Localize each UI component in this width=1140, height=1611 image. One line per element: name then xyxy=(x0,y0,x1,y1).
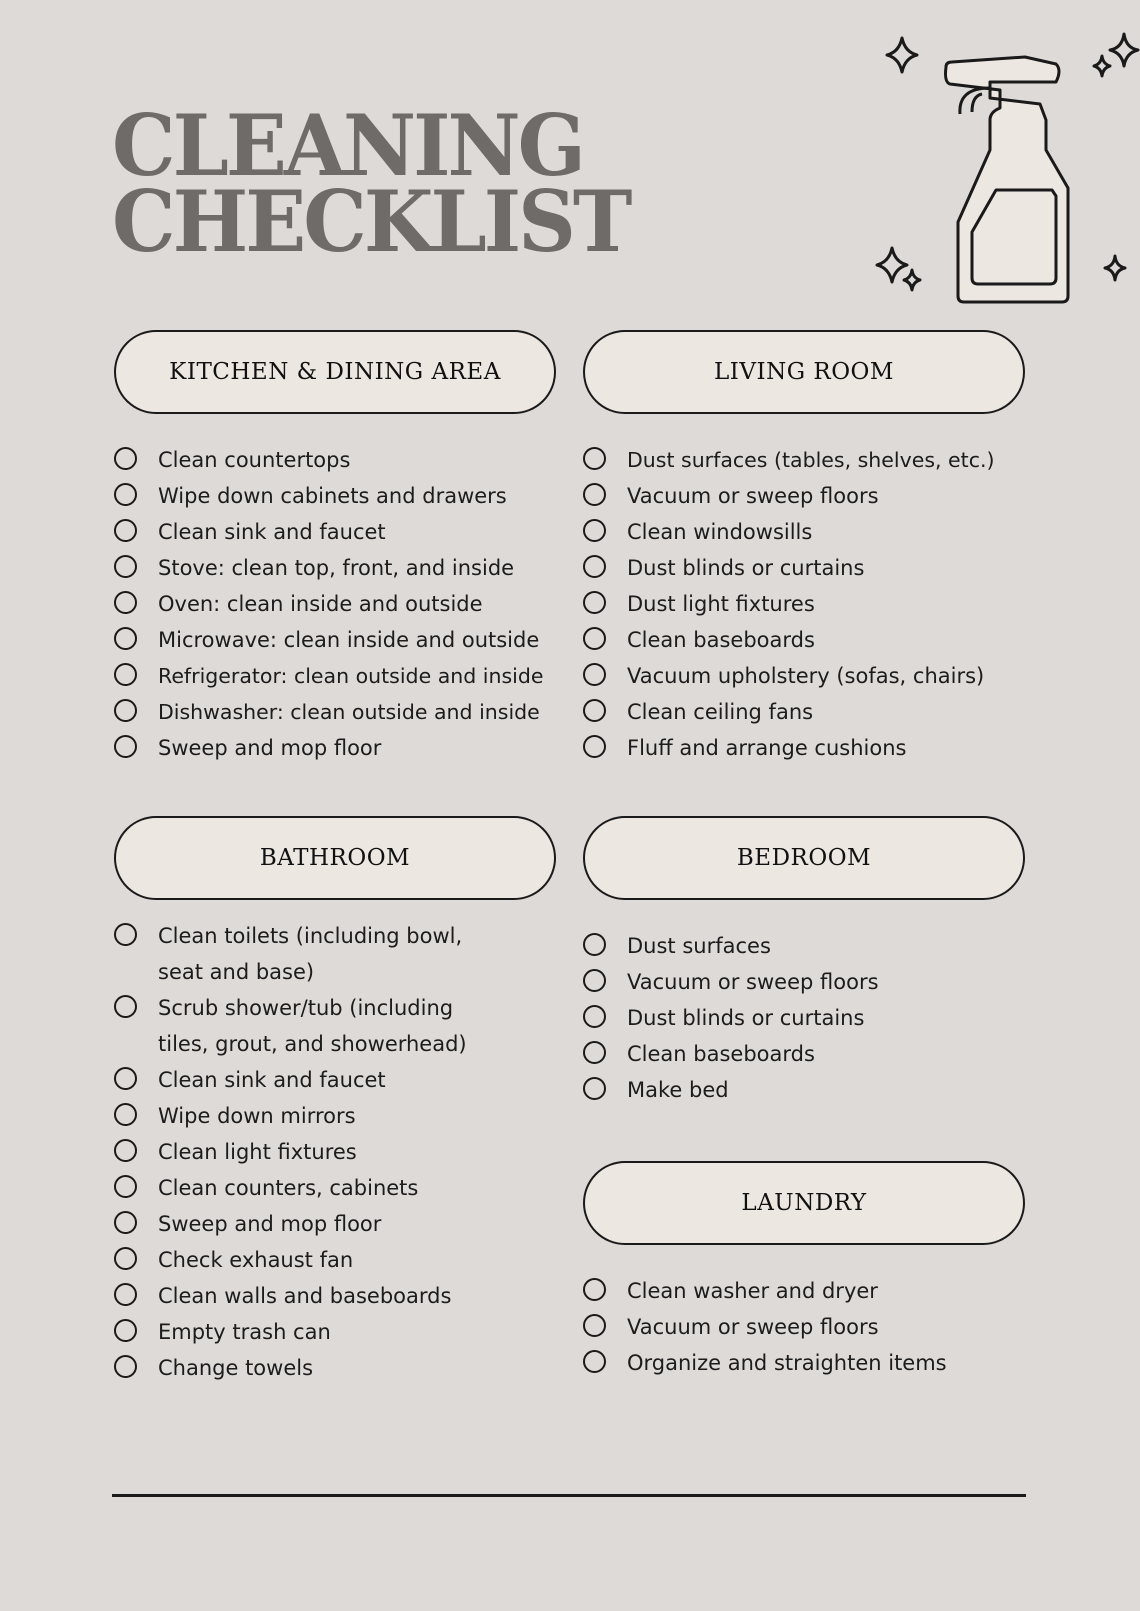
list-item[interactable]: Dust light fixtures xyxy=(583,586,1025,622)
page-title xyxy=(112,96,630,271)
list-item[interactable]: Clean walls and baseboards xyxy=(114,1278,556,1314)
list-item[interactable]: Clean sink and faucet xyxy=(114,1062,556,1098)
spray-bottle-icon xyxy=(946,57,1069,302)
list-item[interactable]: Empty trash can xyxy=(114,1314,556,1350)
checkbox-circle[interactable] xyxy=(583,519,606,542)
title-line-2: CHECKLIST xyxy=(112,172,630,271)
list-item[interactable]: Clean toilets (including bowl, seat and base) xyxy=(114,918,498,990)
list-item[interactable]: Dust surfaces xyxy=(583,928,1025,964)
list-item[interactable]: Clean sink and faucet xyxy=(114,514,556,550)
list-item[interactable]: Dishwasher: clean outside and inside xyxy=(114,694,556,730)
checkbox-circle[interactable] xyxy=(583,447,606,470)
sparkle-icon xyxy=(877,248,907,282)
checkbox-circle[interactable] xyxy=(583,699,606,722)
list-item[interactable]: Vacuum or sweep floors xyxy=(583,478,1025,514)
list-item[interactable]: Clean baseboards xyxy=(583,622,1025,658)
list-item[interactable]: Clean windowsills xyxy=(583,514,1025,550)
checkbox-circle[interactable] xyxy=(583,1278,606,1301)
checkbox-circle[interactable] xyxy=(114,735,137,758)
checkbox-circle[interactable] xyxy=(583,663,606,686)
checkbox-circle[interactable] xyxy=(114,1283,137,1306)
list-item[interactable]: Microwave: clean inside and outside xyxy=(114,622,556,658)
list-item[interactable]: Clean counters, cabinets xyxy=(114,1170,556,1206)
list-item[interactable]: Clean washer and dryer xyxy=(583,1273,1025,1309)
checkbox-circle[interactable] xyxy=(583,933,606,956)
checkbox-circle[interactable] xyxy=(114,699,137,722)
list-item[interactable]: Oven: clean inside and outside xyxy=(114,586,556,622)
list-item[interactable]: Wipe down cabinets and drawers xyxy=(114,478,556,514)
title-line-1: CLEANING xyxy=(112,96,583,196)
section-living-room xyxy=(583,330,1025,766)
spray-bottle-illustration xyxy=(870,30,1140,310)
checkbox-circle[interactable] xyxy=(114,1103,137,1126)
checklist xyxy=(583,1273,1025,1381)
checkbox-circle[interactable] xyxy=(583,1041,606,1064)
list-item[interactable]: Check exhaust fan xyxy=(114,1242,556,1278)
checklist xyxy=(583,928,1025,1108)
checkbox-circle[interactable] xyxy=(114,519,137,542)
section-heading: BATHROOM xyxy=(114,816,556,900)
checkbox-circle[interactable] xyxy=(583,591,606,614)
section-kitchen xyxy=(114,330,556,766)
list-item[interactable]: Dust blinds or curtains xyxy=(583,1000,1025,1036)
list-item[interactable]: Vacuum or sweep floors xyxy=(583,964,1025,1000)
section-heading: BEDROOM xyxy=(583,816,1025,900)
sparkle-icon xyxy=(904,270,920,290)
list-item[interactable]: Make bed xyxy=(583,1072,1025,1108)
section-bedroom xyxy=(583,816,1025,1108)
checkbox-circle[interactable] xyxy=(114,591,137,614)
checkbox-circle[interactable] xyxy=(114,663,137,686)
checkbox-circle[interactable] xyxy=(583,555,606,578)
sparkle-icon xyxy=(1105,256,1125,280)
sparkle-icon xyxy=(1110,34,1138,66)
list-item[interactable]: Sweep and mop floor xyxy=(114,1206,556,1242)
checkbox-circle[interactable] xyxy=(583,1005,606,1028)
checkbox-circle[interactable] xyxy=(114,995,137,1018)
section-heading: LIVING ROOM xyxy=(583,330,1025,414)
list-item[interactable]: Clean ceiling fans xyxy=(583,694,1025,730)
section-heading: KITCHEN & DINING AREA xyxy=(114,330,556,414)
checklist xyxy=(114,442,556,766)
sparkle-icon xyxy=(1094,56,1110,76)
checkbox-circle[interactable] xyxy=(583,1314,606,1337)
checkbox-circle[interactable] xyxy=(114,1211,137,1234)
checkbox-circle[interactable] xyxy=(114,1319,137,1342)
checklist xyxy=(114,918,556,1386)
list-item[interactable]: Vacuum or sweep floors xyxy=(583,1309,1025,1345)
list-item[interactable]: Stove: clean top, front, and inside xyxy=(114,550,556,586)
section-laundry xyxy=(583,1161,1025,1381)
sparkle-icon xyxy=(887,38,917,72)
checkbox-circle[interactable] xyxy=(114,555,137,578)
checkbox-circle[interactable] xyxy=(583,1350,606,1373)
checkbox-circle[interactable] xyxy=(114,447,137,470)
checkbox-circle[interactable] xyxy=(583,969,606,992)
list-item[interactable]: Dust surfaces (tables, shelves, etc.) xyxy=(583,442,1025,478)
checkbox-circle[interactable] xyxy=(583,627,606,650)
list-item[interactable]: Fluff and arrange cushions xyxy=(583,730,1025,766)
checkbox-circle[interactable] xyxy=(114,1355,137,1378)
list-item[interactable]: Scrub shower/tub (including tiles, grout, and showerhead) xyxy=(114,990,508,1062)
list-item[interactable]: Vacuum upholstery (sofas, chairs) xyxy=(583,658,1025,694)
list-item[interactable]: Change towels xyxy=(114,1350,556,1386)
checkbox-circle[interactable] xyxy=(114,1175,137,1198)
checkbox-circle[interactable] xyxy=(583,483,606,506)
list-item[interactable]: Sweep and mop floor xyxy=(114,730,556,766)
checkbox-circle[interactable] xyxy=(583,1077,606,1100)
list-item[interactable]: Dust blinds or curtains xyxy=(583,550,1025,586)
bottom-divider xyxy=(112,1494,1026,1497)
list-item[interactable]: Refrigerator: clean outside and inside xyxy=(114,658,556,694)
checkbox-circle[interactable] xyxy=(114,483,137,506)
checkbox-circle[interactable] xyxy=(114,627,137,650)
checkbox-circle[interactable] xyxy=(114,1067,137,1090)
section-bathroom xyxy=(114,816,556,1386)
section-heading: LAUNDRY xyxy=(583,1161,1025,1245)
checkbox-circle[interactable] xyxy=(114,1247,137,1270)
checkbox-circle[interactable] xyxy=(583,735,606,758)
checkbox-circle[interactable] xyxy=(114,1139,137,1162)
list-item[interactable]: Clean baseboards xyxy=(583,1036,1025,1072)
checklist xyxy=(583,442,1025,766)
checkbox-circle[interactable] xyxy=(114,923,137,946)
list-item[interactable]: Clean light fixtures xyxy=(114,1134,556,1170)
list-item[interactable]: Clean countertops xyxy=(114,442,556,478)
list-item[interactable]: Organize and straighten items xyxy=(583,1345,1025,1381)
list-item[interactable]: Wipe down mirrors xyxy=(114,1098,556,1134)
